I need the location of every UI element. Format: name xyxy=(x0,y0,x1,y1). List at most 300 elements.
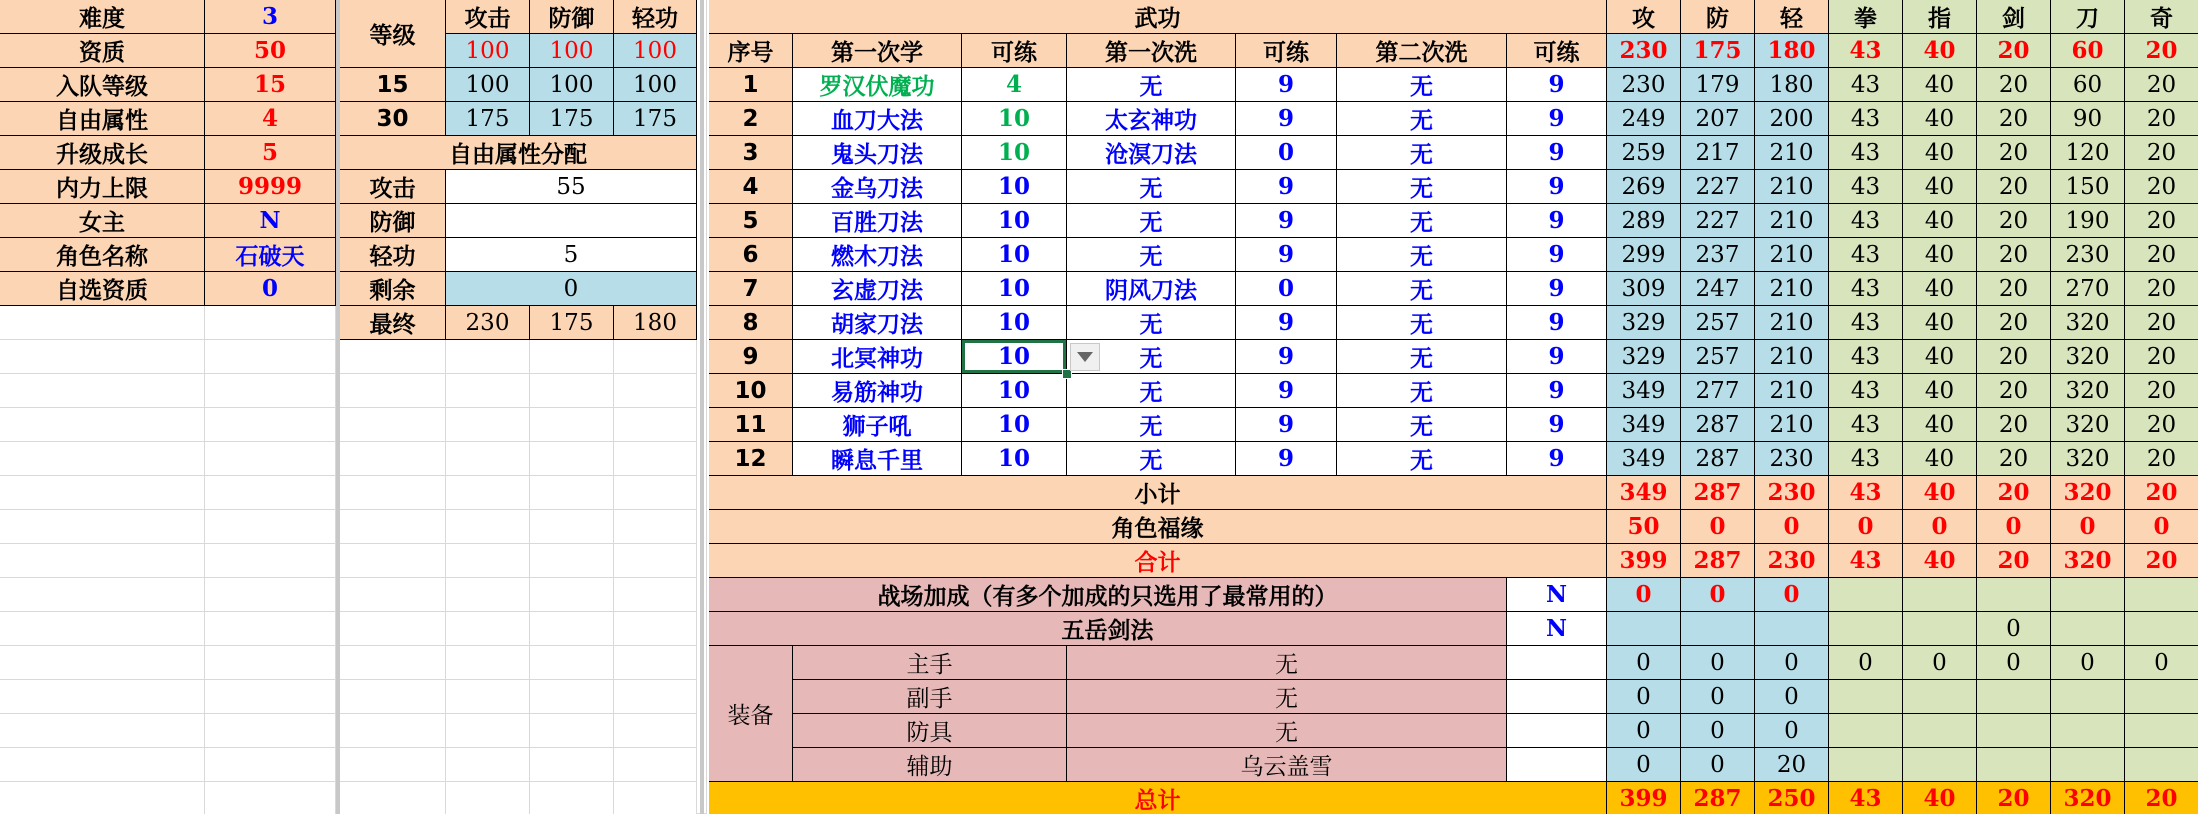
alloc-value[interactable] xyxy=(446,204,697,238)
stat-odd[interactable]: 20 xyxy=(2125,306,2198,340)
param-value[interactable]: 4 xyxy=(205,102,336,136)
trainable-value[interactable]: 9 xyxy=(1507,408,1607,442)
trainable-value[interactable]: 9 xyxy=(1236,340,1337,374)
stat-agi[interactable]: 210 xyxy=(1755,272,1829,306)
battle-blade[interactable] xyxy=(2051,578,2125,612)
stat-agi[interactable]: 210 xyxy=(1755,340,1829,374)
skill-name[interactable]: 百胜刀法 xyxy=(793,204,962,238)
grand-agi[interactable]: 250 xyxy=(1755,782,1829,814)
stat-agi[interactable]: 210 xyxy=(1755,204,1829,238)
stat-fist[interactable]: 43 xyxy=(1829,170,1903,204)
base-def[interactable]: 100 xyxy=(530,34,614,68)
stat-blade[interactable]: 150 xyxy=(2051,170,2125,204)
empty-cell[interactable] xyxy=(340,578,446,612)
equip_armor-blade[interactable] xyxy=(2051,714,2125,748)
empty-cell[interactable] xyxy=(614,544,697,578)
stat-finger[interactable]: 40 xyxy=(1903,68,1977,102)
empty-cell[interactable] xyxy=(530,680,614,714)
equip_armor-atk[interactable]: 0 xyxy=(1607,714,1681,748)
empty-cell[interactable] xyxy=(0,782,205,814)
trainable-value[interactable]: 9 xyxy=(1507,272,1607,306)
stat-atk[interactable]: 269 xyxy=(1607,170,1681,204)
empty-cell[interactable] xyxy=(0,680,205,714)
trainable-value[interactable]: 9 xyxy=(1507,442,1607,476)
first-wash-skill[interactable]: 无 xyxy=(1067,340,1236,374)
empty-cell[interactable] xyxy=(530,646,614,680)
subtotal-odd[interactable]: 20 xyxy=(2125,476,2198,510)
empty-cell[interactable] xyxy=(0,510,205,544)
stat-odd[interactable]: 20 xyxy=(2125,340,2198,374)
skill-name[interactable]: 狮子吼 xyxy=(793,408,962,442)
empty-cell[interactable] xyxy=(0,714,205,748)
level-agi[interactable]: 175 xyxy=(614,102,697,136)
equip-item[interactable]: 无 xyxy=(1067,646,1507,680)
base-atk[interactable]: 100 xyxy=(446,34,530,68)
empty-cell[interactable] xyxy=(446,510,530,544)
stat-finger[interactable]: 40 xyxy=(1903,340,1977,374)
stat-sword[interactable]: 20 xyxy=(1977,238,2051,272)
empty-cell[interactable] xyxy=(446,374,530,408)
stat-agi[interactable]: 230 xyxy=(1755,442,1829,476)
subtotal-atk[interactable]: 349 xyxy=(1607,476,1681,510)
trainable-value[interactable]: 9 xyxy=(1507,170,1607,204)
stat-odd[interactable]: 20 xyxy=(2125,272,2198,306)
empty-cell[interactable] xyxy=(340,442,446,476)
empty-cell[interactable] xyxy=(614,748,697,782)
level-agi[interactable]: 100 xyxy=(614,68,697,102)
stat-fist[interactable]: 43 xyxy=(1829,442,1903,476)
battle-atk[interactable]: 0 xyxy=(1607,578,1681,612)
stat-def[interactable]: 227 xyxy=(1681,204,1755,238)
trainable-value[interactable]: 10 xyxy=(962,170,1067,204)
subtotal-def[interactable]: 287 xyxy=(1681,476,1755,510)
total-finger[interactable]: 40 xyxy=(1903,544,1977,578)
empty-cell[interactable] xyxy=(446,544,530,578)
stat-sword[interactable]: 20 xyxy=(1977,306,2051,340)
empty-cell[interactable] xyxy=(0,646,205,680)
fortune-odd[interactable]: 0 xyxy=(2125,510,2198,544)
empty-cell[interactable] xyxy=(0,748,205,782)
param-value[interactable]: 50 xyxy=(205,34,336,68)
empty-cell[interactable] xyxy=(614,782,697,814)
wuyue-agi[interactable] xyxy=(1755,612,1829,646)
equip_main-def[interactable]: 0 xyxy=(1681,646,1755,680)
skill-name[interactable]: 胡家刀法 xyxy=(793,306,962,340)
first-wash-skill[interactable]: 无 xyxy=(1067,374,1236,408)
second-wash-skill[interactable]: 无 xyxy=(1337,374,1507,408)
stat-def[interactable]: 227 xyxy=(1681,170,1755,204)
equip_aux-atk[interactable]: 0 xyxy=(1607,748,1681,782)
wuyue-def[interactable] xyxy=(1681,612,1755,646)
stat-odd[interactable]: 20 xyxy=(2125,68,2198,102)
empty-cell[interactable] xyxy=(614,476,697,510)
empty-cell[interactable] xyxy=(340,782,446,814)
alloc-value[interactable]: 55 xyxy=(446,170,697,204)
stat-blade[interactable]: 320 xyxy=(2051,340,2125,374)
trainable-value[interactable]: 10 xyxy=(962,340,1067,374)
stat-fist[interactable]: 43 xyxy=(1829,374,1903,408)
subtotal-fist[interactable]: 43 xyxy=(1829,476,1903,510)
param-value[interactable]: 3 xyxy=(205,0,336,34)
empty-cell[interactable] xyxy=(530,442,614,476)
trainable-value[interactable]: 9 xyxy=(1507,68,1607,102)
empty-cell[interactable] xyxy=(340,748,446,782)
level-def[interactable]: 175 xyxy=(530,102,614,136)
grand-odd[interactable]: 20 xyxy=(2125,782,2198,814)
stat-atk[interactable]: 329 xyxy=(1607,306,1681,340)
equip_aux-def[interactable]: 0 xyxy=(1681,748,1755,782)
stat-odd[interactable]: 20 xyxy=(2125,408,2198,442)
empty-cell[interactable] xyxy=(530,714,614,748)
grand-atk[interactable]: 399 xyxy=(1607,782,1681,814)
empty-cell[interactable] xyxy=(530,578,614,612)
trainable-value[interactable]: 9 xyxy=(1507,340,1607,374)
stat-agi[interactable]: 210 xyxy=(1755,170,1829,204)
empty-cell[interactable] xyxy=(205,510,336,544)
trainable-value[interactable]: 9 xyxy=(1507,306,1607,340)
first-wash-skill[interactable]: 沧溟刀法 xyxy=(1067,136,1236,170)
equip_armor-sword[interactable] xyxy=(1977,714,2051,748)
stat-blade[interactable]: 320 xyxy=(2051,408,2125,442)
level-atk[interactable]: 175 xyxy=(446,102,530,136)
empty-cell[interactable] xyxy=(340,646,446,680)
fortune-fist[interactable]: 0 xyxy=(1829,510,1903,544)
base-agi[interactable]: 100 xyxy=(614,34,697,68)
stat-sword[interactable]: 20 xyxy=(1977,204,2051,238)
trainable-value[interactable]: 9 xyxy=(1236,408,1337,442)
empty-cell[interactable] xyxy=(446,442,530,476)
empty-cell[interactable] xyxy=(446,578,530,612)
second-wash-skill[interactable]: 无 xyxy=(1337,238,1507,272)
empty-cell[interactable] xyxy=(205,680,336,714)
second-wash-skill[interactable]: 无 xyxy=(1337,68,1507,102)
empty-cell[interactable] xyxy=(205,646,336,680)
stat-finger[interactable]: 40 xyxy=(1903,102,1977,136)
equip-item[interactable]: 无 xyxy=(1067,714,1507,748)
empty-cell[interactable] xyxy=(340,680,446,714)
trainable-value[interactable]: 10 xyxy=(962,136,1067,170)
stat-fist[interactable]: 43 xyxy=(1829,408,1903,442)
equip_main-atk[interactable]: 0 xyxy=(1607,646,1681,680)
trainable-value[interactable]: 9 xyxy=(1236,170,1337,204)
trainable-value[interactable]: 9 xyxy=(1507,374,1607,408)
stat-agi[interactable]: 180 xyxy=(1755,68,1829,102)
stat-blade[interactable]: 90 xyxy=(2051,102,2125,136)
total-atk[interactable]: 399 xyxy=(1607,544,1681,578)
stat-atk[interactable]: 349 xyxy=(1607,374,1681,408)
first-wash-skill[interactable]: 无 xyxy=(1067,306,1236,340)
stat-def[interactable]: 257 xyxy=(1681,306,1755,340)
first-wash-skill[interactable]: 无 xyxy=(1067,408,1236,442)
stat-finger[interactable]: 40 xyxy=(1903,374,1977,408)
stat-finger[interactable]: 40 xyxy=(1903,170,1977,204)
param-value[interactable]: 15 xyxy=(205,68,336,102)
stat-atk[interactable]: 329 xyxy=(1607,340,1681,374)
trainable-value[interactable]: 10 xyxy=(962,306,1067,340)
equip_off-odd[interactable] xyxy=(2125,680,2198,714)
empty-cell[interactable] xyxy=(446,714,530,748)
skill-name[interactable]: 北冥神功 xyxy=(793,340,962,374)
stat-sword[interactable]: 20 xyxy=(1977,68,2051,102)
param-value[interactable]: 石破天 xyxy=(205,238,336,272)
trainable-value[interactable]: 9 xyxy=(1507,204,1607,238)
empty-cell[interactable] xyxy=(340,374,446,408)
stat-atk[interactable]: 299 xyxy=(1607,238,1681,272)
wuyue-atk[interactable] xyxy=(1607,612,1681,646)
stat-sword[interactable]: 20 xyxy=(1977,442,2051,476)
wuyue-blade[interactable] xyxy=(2051,612,2125,646)
stat-base-fist[interactable]: 43 xyxy=(1829,34,1903,68)
trainable-value[interactable]: 0 xyxy=(1236,272,1337,306)
level-atk[interactable]: 100 xyxy=(446,68,530,102)
fortune-def[interactable]: 0 xyxy=(1681,510,1755,544)
battle-fist[interactable] xyxy=(1829,578,1903,612)
stat-odd[interactable]: 20 xyxy=(2125,136,2198,170)
stat-atk[interactable]: 249 xyxy=(1607,102,1681,136)
stat-finger[interactable]: 40 xyxy=(1903,136,1977,170)
empty-cell[interactable] xyxy=(0,442,205,476)
first-wash-skill[interactable]: 阴风刀法 xyxy=(1067,272,1236,306)
stat-agi[interactable]: 210 xyxy=(1755,136,1829,170)
grand-finger[interactable]: 40 xyxy=(1903,782,1977,814)
stat-atk[interactable]: 259 xyxy=(1607,136,1681,170)
empty-cell[interactable] xyxy=(530,340,614,374)
fortune-sword[interactable]: 0 xyxy=(1977,510,2051,544)
equip_main-blade[interactable]: 0 xyxy=(2051,646,2125,680)
equip_armor-def[interactable]: 0 xyxy=(1681,714,1755,748)
empty-cell[interactable] xyxy=(614,578,697,612)
stat-base-finger[interactable]: 40 xyxy=(1903,34,1977,68)
stat-fist[interactable]: 43 xyxy=(1829,272,1903,306)
second-wash-skill[interactable]: 无 xyxy=(1337,306,1507,340)
equip_aux-finger[interactable] xyxy=(1903,748,1977,782)
trainable-value[interactable]: 9 xyxy=(1236,306,1337,340)
equip-item[interactable]: 乌云盖雪 xyxy=(1067,748,1507,782)
alloc-value[interactable]: 5 xyxy=(446,238,697,272)
equip_off-atk[interactable]: 0 xyxy=(1607,680,1681,714)
subtotal-sword[interactable]: 20 xyxy=(1977,476,2051,510)
stat-atk[interactable]: 349 xyxy=(1607,442,1681,476)
stat-blade[interactable]: 320 xyxy=(2051,306,2125,340)
param-value[interactable]: 0 xyxy=(205,272,336,306)
stat-finger[interactable]: 40 xyxy=(1903,204,1977,238)
empty-cell[interactable] xyxy=(614,612,697,646)
stat-def[interactable]: 287 xyxy=(1681,442,1755,476)
skill-name[interactable]: 血刀大法 xyxy=(793,102,962,136)
first-wash-skill[interactable]: 无 xyxy=(1067,68,1236,102)
empty-cell[interactable] xyxy=(446,476,530,510)
stat-base-agi[interactable]: 180 xyxy=(1755,34,1829,68)
equip_armor-fist[interactable] xyxy=(1829,714,1903,748)
stat-blade[interactable]: 320 xyxy=(2051,374,2125,408)
stat-def[interactable]: 217 xyxy=(1681,136,1755,170)
trainable-value[interactable]: 9 xyxy=(1236,102,1337,136)
empty-cell[interactable] xyxy=(530,748,614,782)
equip_off-def[interactable]: 0 xyxy=(1681,680,1755,714)
skill-name[interactable]: 玄虚刀法 xyxy=(793,272,962,306)
empty-cell[interactable] xyxy=(614,442,697,476)
equip_aux-blade[interactable] xyxy=(2051,748,2125,782)
wuyue-fist[interactable] xyxy=(1829,612,1903,646)
empty-cell[interactable] xyxy=(340,340,446,374)
stat-agi[interactable]: 210 xyxy=(1755,238,1829,272)
grand-fist[interactable]: 43 xyxy=(1829,782,1903,814)
empty-cell[interactable] xyxy=(340,476,446,510)
empty-cell[interactable] xyxy=(340,544,446,578)
trainable-value[interactable]: 10 xyxy=(962,204,1067,238)
second-wash-skill[interactable]: 无 xyxy=(1337,170,1507,204)
wuyue-finger[interactable] xyxy=(1903,612,1977,646)
skill-name[interactable]: 易筋神功 xyxy=(793,374,962,408)
trainable-value[interactable]: 9 xyxy=(1236,68,1337,102)
equip_aux-agi[interactable]: 20 xyxy=(1755,748,1829,782)
trainable-value[interactable]: 10 xyxy=(962,408,1067,442)
stat-sword[interactable]: 20 xyxy=(1977,374,2051,408)
equip-extra[interactable] xyxy=(1507,748,1607,782)
stat-blade[interactable]: 230 xyxy=(2051,238,2125,272)
empty-cell[interactable] xyxy=(0,476,205,510)
skill-name[interactable]: 金乌刀法 xyxy=(793,170,962,204)
equip_main-sword[interactable]: 0 xyxy=(1977,646,2051,680)
stat-sword[interactable]: 20 xyxy=(1977,170,2051,204)
stat-agi[interactable]: 210 xyxy=(1755,408,1829,442)
trainable-value[interactable]: 9 xyxy=(1236,374,1337,408)
trainable-value[interactable]: 10 xyxy=(962,374,1067,408)
alloc-value[interactable]: 0 xyxy=(446,272,697,306)
equip_aux-odd[interactable] xyxy=(2125,748,2198,782)
empty-cell[interactable] xyxy=(205,748,336,782)
total-odd[interactable]: 20 xyxy=(2125,544,2198,578)
empty-cell[interactable] xyxy=(0,544,205,578)
wuyue-odd[interactable] xyxy=(2125,612,2198,646)
empty-cell[interactable] xyxy=(446,680,530,714)
subtotal-blade[interactable]: 320 xyxy=(2051,476,2125,510)
empty-cell[interactable] xyxy=(446,646,530,680)
stat-odd[interactable]: 20 xyxy=(2125,102,2198,136)
empty-cell[interactable] xyxy=(614,374,697,408)
first-wash-skill[interactable]: 无 xyxy=(1067,442,1236,476)
final-atk[interactable]: 230 xyxy=(446,306,530,340)
empty-cell[interactable] xyxy=(205,408,336,442)
stat-base-sword[interactable]: 20 xyxy=(1977,34,2051,68)
trainable-value[interactable]: 0 xyxy=(1236,136,1337,170)
stat-def[interactable]: 277 xyxy=(1681,374,1755,408)
empty-cell[interactable] xyxy=(205,306,336,340)
stat-fist[interactable]: 43 xyxy=(1829,238,1903,272)
equip-extra[interactable] xyxy=(1507,680,1607,714)
empty-cell[interactable] xyxy=(340,510,446,544)
stat-fist[interactable]: 43 xyxy=(1829,204,1903,238)
equip_main-agi[interactable]: 0 xyxy=(1755,646,1829,680)
second-wash-skill[interactable]: 无 xyxy=(1337,136,1507,170)
empty-cell[interactable] xyxy=(0,374,205,408)
trainable-value[interactable]: 10 xyxy=(962,272,1067,306)
empty-cell[interactable] xyxy=(614,646,697,680)
stat-agi[interactable]: 200 xyxy=(1755,102,1829,136)
equip_off-blade[interactable] xyxy=(2051,680,2125,714)
equip_off-finger[interactable] xyxy=(1903,680,1977,714)
trainable-value[interactable]: 9 xyxy=(1236,204,1337,238)
second-wash-skill[interactable]: 无 xyxy=(1337,204,1507,238)
stat-blade[interactable]: 120 xyxy=(2051,136,2125,170)
equip_armor-finger[interactable] xyxy=(1903,714,1977,748)
equip_main-fist[interactable]: 0 xyxy=(1829,646,1903,680)
trainable-value[interactable]: 9 xyxy=(1507,136,1607,170)
trainable-value[interactable]: 9 xyxy=(1236,442,1337,476)
empty-cell[interactable] xyxy=(0,612,205,646)
empty-cell[interactable] xyxy=(446,782,530,814)
total-sword[interactable]: 20 xyxy=(1977,544,2051,578)
empty-cell[interactable] xyxy=(614,510,697,544)
empty-cell[interactable] xyxy=(205,476,336,510)
stat-def[interactable]: 287 xyxy=(1681,408,1755,442)
empty-cell[interactable] xyxy=(530,612,614,646)
empty-cell[interactable] xyxy=(340,714,446,748)
stat-sword[interactable]: 20 xyxy=(1977,136,2051,170)
second-wash-skill[interactable]: 无 xyxy=(1337,272,1507,306)
stat-fist[interactable]: 43 xyxy=(1829,136,1903,170)
stat-def[interactable]: 247 xyxy=(1681,272,1755,306)
equip-extra[interactable] xyxy=(1507,714,1607,748)
empty-cell[interactable] xyxy=(0,340,205,374)
empty-cell[interactable] xyxy=(205,612,336,646)
equip_main-finger[interactable]: 0 xyxy=(1903,646,1977,680)
equip-extra[interactable] xyxy=(1507,646,1607,680)
stat-sword[interactable]: 20 xyxy=(1977,408,2051,442)
trainable-value[interactable]: 9 xyxy=(1507,238,1607,272)
empty-cell[interactable] xyxy=(205,442,336,476)
trainable-value[interactable]: 10 xyxy=(962,102,1067,136)
trainable-value[interactable]: 9 xyxy=(1236,238,1337,272)
fortune-agi[interactable]: 0 xyxy=(1755,510,1829,544)
first-wash-skill[interactable]: 太玄神功 xyxy=(1067,102,1236,136)
stat-finger[interactable]: 40 xyxy=(1903,238,1977,272)
stat-def[interactable]: 257 xyxy=(1681,340,1755,374)
total-def[interactable]: 287 xyxy=(1681,544,1755,578)
skill-name[interactable]: 燃木刀法 xyxy=(793,238,962,272)
second-wash-skill[interactable]: 无 xyxy=(1337,340,1507,374)
stat-blade[interactable]: 320 xyxy=(2051,442,2125,476)
total-agi[interactable]: 230 xyxy=(1755,544,1829,578)
skill-name[interactable]: 瞬息千里 xyxy=(793,442,962,476)
stat-fist[interactable]: 43 xyxy=(1829,340,1903,374)
battle-agi[interactable]: 0 xyxy=(1755,578,1829,612)
wuyue-flag[interactable]: N xyxy=(1507,612,1607,646)
empty-cell[interactable] xyxy=(530,408,614,442)
stat-sword[interactable]: 20 xyxy=(1977,340,2051,374)
empty-cell[interactable] xyxy=(614,714,697,748)
stat-def[interactable]: 179 xyxy=(1681,68,1755,102)
stat-odd[interactable]: 20 xyxy=(2125,170,2198,204)
empty-cell[interactable] xyxy=(614,340,697,374)
trainable-value[interactable]: 10 xyxy=(962,238,1067,272)
empty-cell[interactable] xyxy=(530,544,614,578)
stat-finger[interactable]: 40 xyxy=(1903,306,1977,340)
empty-cell[interactable] xyxy=(205,340,336,374)
empty-cell[interactable] xyxy=(0,578,205,612)
second-wash-skill[interactable]: 无 xyxy=(1337,408,1507,442)
equip_armor-odd[interactable] xyxy=(2125,714,2198,748)
subtotal-agi[interactable]: 230 xyxy=(1755,476,1829,510)
equip_aux-fist[interactable] xyxy=(1829,748,1903,782)
stat-atk[interactable]: 309 xyxy=(1607,272,1681,306)
final-agi[interactable]: 180 xyxy=(614,306,697,340)
battle-odd[interactable] xyxy=(2125,578,2198,612)
fortune-atk[interactable]: 50 xyxy=(1607,510,1681,544)
empty-cell[interactable] xyxy=(446,340,530,374)
empty-cell[interactable] xyxy=(446,612,530,646)
empty-cell[interactable] xyxy=(0,306,205,340)
